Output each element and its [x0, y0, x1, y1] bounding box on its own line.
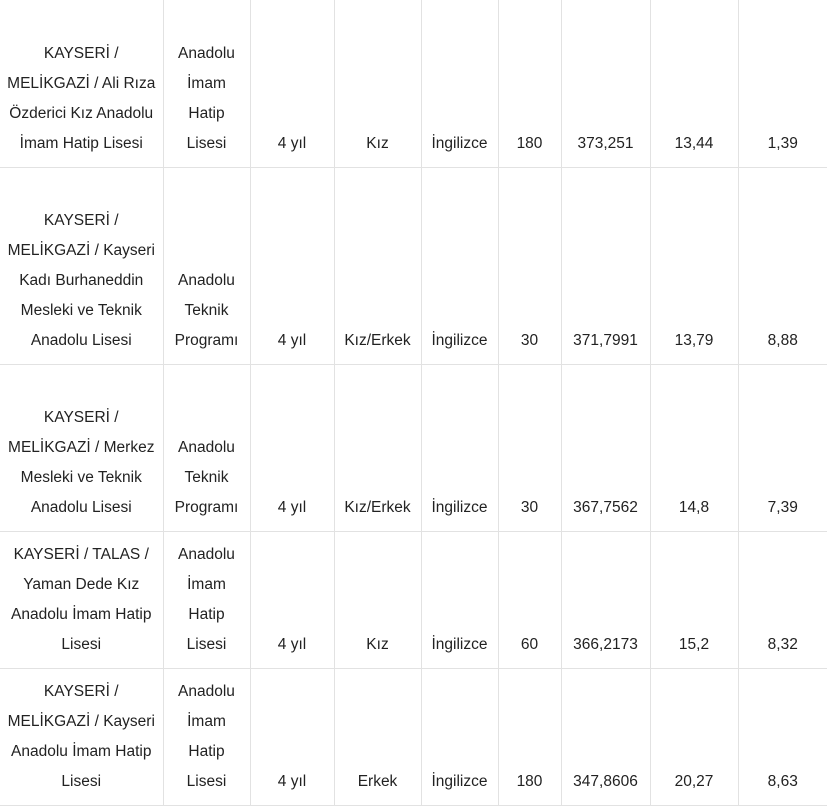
language-cell: İngilizce — [421, 668, 498, 805]
school-cell: KAYSERİ / MELİKGAZİ / Kayseri Kadı Burhaneddin Mesleki ve Teknik Anadolu Lisesi — [0, 167, 163, 364]
table-row — [0, 0, 827, 167]
percentile-cell: 15,2 — [650, 531, 738, 668]
score-cell: 373,251 — [561, 0, 650, 167]
program-type-cell: Anadolu İmam Hatip Lisesi — [163, 668, 250, 805]
quota-cell: 180 — [498, 0, 561, 167]
table-row — [0, 167, 827, 364]
percentile-cell: 13,79 — [650, 167, 738, 364]
gender-cell: Erkek — [334, 668, 421, 805]
language-cell: İngilizce — [421, 364, 498, 531]
program-type-cell: Anadolu İmam Hatip Lisesi — [163, 531, 250, 668]
quota-cell: 30 — [498, 364, 561, 531]
language-cell: İngilizce — [421, 0, 498, 167]
percentile-cell: 20,27 — [650, 668, 738, 805]
school-cell: KAYSERİ / MELİKGAZİ / Kayseri Anadolu İmam Hatip Lisesi — [0, 668, 163, 805]
school-cell: KAYSERİ / TALAS / Yaman Dede Kız Anadolu İmam Hatip Lisesi — [0, 531, 163, 668]
extra-value-cell: 7,39 — [738, 364, 827, 531]
score-cell: 367,7562 — [561, 364, 650, 531]
score-cell: 371,7991 — [561, 167, 650, 364]
table-row — [0, 668, 827, 805]
quota-cell: 30 — [498, 167, 561, 364]
extra-value-cell: 8,88 — [738, 167, 827, 364]
gender-cell: Kız — [334, 531, 421, 668]
percentile-cell: 14,8 — [650, 364, 738, 531]
extra-value-cell: 8,32 — [738, 531, 827, 668]
language-cell: İngilizce — [421, 531, 498, 668]
gender-cell: Kız — [334, 0, 421, 167]
gender-cell: Kız/Erkek — [334, 167, 421, 364]
program-type-cell: Anadolu Teknik Programı — [163, 167, 250, 364]
score-cell: 366,2173 — [561, 531, 650, 668]
table-row — [0, 364, 827, 531]
gender-cell: Kız/Erkek — [334, 364, 421, 531]
extra-value-cell: 8,63 — [738, 668, 827, 805]
school-cell: KAYSERİ / MELİKGAZİ / Merkez Mesleki ve Teknik Anadolu Lisesi — [0, 364, 163, 531]
duration-cell: 4 yıl — [250, 668, 334, 805]
duration-cell: 4 yıl — [250, 0, 334, 167]
school-cell: KAYSERİ / MELİKGAZİ / Ali Rıza Özderici Kız Anadolu İmam Hatip Lisesi — [0, 0, 163, 167]
percentile-cell: 13,44 — [650, 0, 738, 167]
language-cell: İngilizce — [421, 167, 498, 364]
duration-cell: 4 yıl — [250, 364, 334, 531]
program-type-cell: Anadolu Teknik Programı — [163, 364, 250, 531]
score-cell: 347,8606 — [561, 668, 650, 805]
extra-value-cell: 1,39 — [738, 0, 827, 167]
quota-cell: 180 — [498, 668, 561, 805]
duration-cell: 4 yıl — [250, 167, 334, 364]
quota-cell: 60 — [498, 531, 561, 668]
table-row — [0, 531, 827, 668]
duration-cell: 4 yıl — [250, 531, 334, 668]
program-type-cell: Anadolu İmam Hatip Lisesi — [163, 0, 250, 167]
